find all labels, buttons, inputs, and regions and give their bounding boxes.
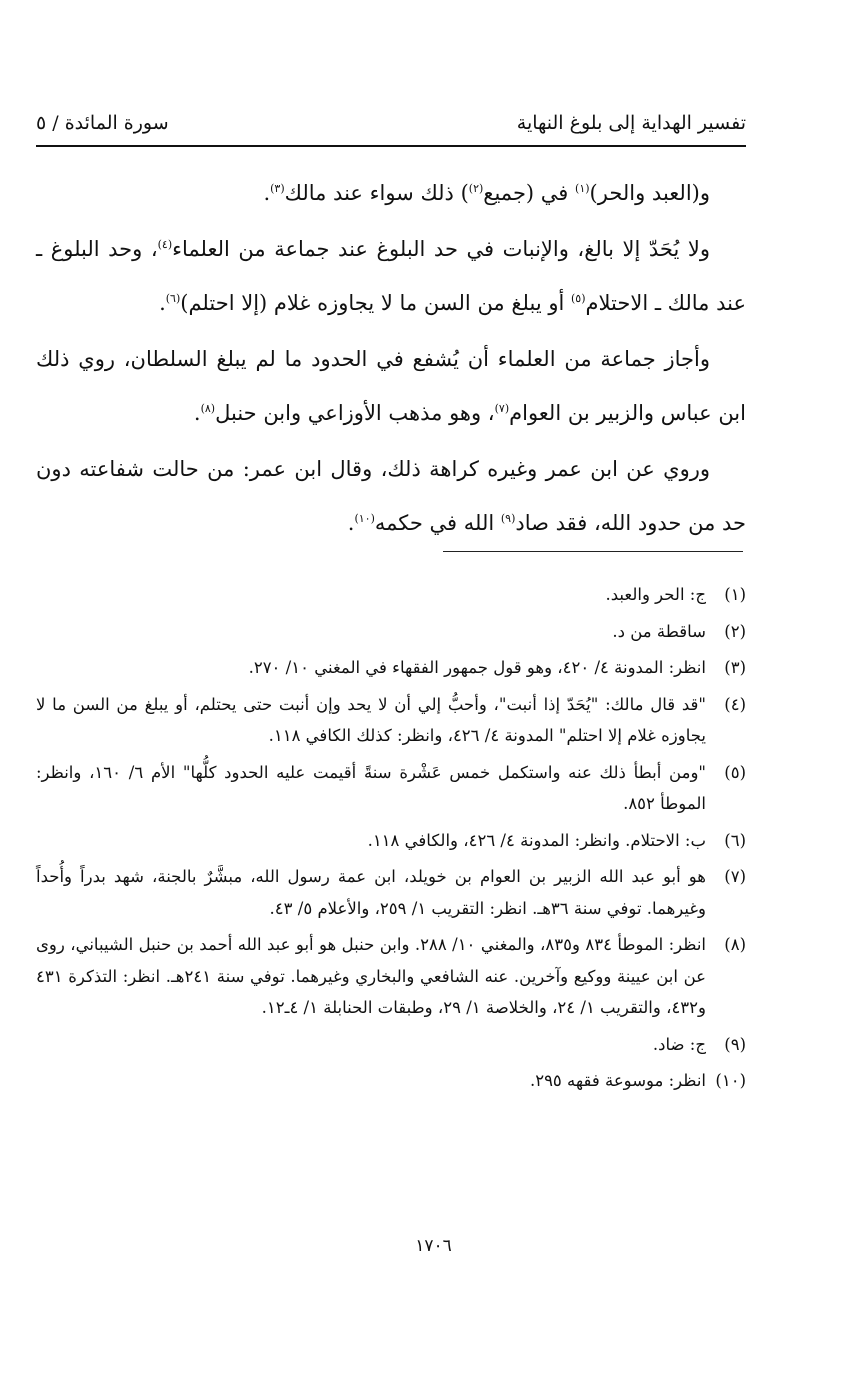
footnote-number: (٣) bbox=[724, 658, 746, 677]
footnote-ref: (٤) bbox=[157, 238, 173, 251]
header-divider bbox=[36, 145, 746, 147]
footnote-text: ب: الاحتلام. وانظر: المدونة ٤/ ٤٢٦، والكافي ١١٨. bbox=[367, 830, 706, 850]
footnote-text: ساقطة من د. bbox=[612, 621, 706, 641]
paragraph-4: وروي عن ابن عمر وغيره كراهة ذلك، وقال ابن عمر: من حالت شفاعته دون حد من حدود الله، فقد صاد$^{(٩)}$ الله في حكمه$^{(١٠)}$. bbox=[36, 457, 746, 535]
footnote-number: (٩) bbox=[724, 1034, 746, 1054]
main-text bbox=[36, 166, 746, 550]
footnote-10 bbox=[36, 1065, 746, 1097]
surah-label: سورة المائدة / ٥ bbox=[36, 112, 169, 134]
footnote-4 bbox=[36, 689, 746, 752]
footnote-number: (٤) bbox=[724, 694, 746, 714]
footnote-ref: (٨) bbox=[200, 402, 216, 415]
footnote-text: "قد قال مالك: "يُحَدّ إذا أنبت"، وأحبُّ إلي أن لا يحد وإن أنبت حتى يحتلم، أو يبلغ من السن ما لا يجاوزه غلام إلا احتلم" المدونة ٤/ ٤٢٦، وانظر: كذلك الكافي ١١٨. bbox=[36, 694, 706, 745]
footnote-text: انظر: الموطأ ٨٣٤ و٨٣٥، والمغني ١٠/ ٢٨٨. وابن حنبل هو أبو عبد الله أحمد بن حنبل الشيباني، روى عن ابن عيينة ووكيع وآخرين. عنه الشافعي والبخاري وغيرهما. توفي سنة ٢٤١هـ. انظر: التذكرة ٤٣١ و٤٣٢، والتقريب ١/ ٢٤، والخلاصة ١/ ٢٩، وطبقات الحنابلة ١/ ٤ـ١٢. bbox=[36, 935, 707, 1017]
footnote-ref: (١٠) bbox=[354, 512, 375, 525]
footnote-1 bbox=[36, 579, 746, 611]
footnote-text: انظر: موسوعة فقهه ٢٩٥. bbox=[529, 1071, 706, 1090]
footnote-9 bbox=[36, 1029, 746, 1061]
footnote-text: انظر: المدونة ٤/ ٤٢٠، وهو قول جمهور الفقهاء في المغني ١٠/ ٢٧٠. bbox=[248, 658, 706, 677]
footnote-number: (٢) bbox=[724, 621, 746, 641]
footnote-ref: (٣) bbox=[270, 182, 285, 195]
footnote-ref: (٦) bbox=[165, 292, 181, 305]
footnote-text: ج: الحر والعبد. bbox=[605, 585, 706, 604]
book-title: تفسير الهداية إلى بلوغ النهاية bbox=[516, 112, 746, 134]
paragraph-2: ولا يُحَدّ إلا بالغ، والإنبات في حد البلوغ عند جماعة من العلماء$^{(٤)}$، وحد البلوغ ـ عند مالك ـ الاحتلام$^{(٥)}$ أو يبلغ من السن ما لا يجاوزه غلام (إلا احتلم)$^{(٦)}$. bbox=[36, 237, 746, 315]
paragraph-3: وأجاز جماعة من العلماء أن يُشفع في الحدود ما لم يبلغ السلطان، روي ذلك ابن عباس والزبير بن العوام$^{(٧)}$، وهو مذهب الأوزاعي وابن حنبل$^{(٨)}$. bbox=[36, 347, 746, 425]
footnote-separator bbox=[443, 551, 743, 552]
footnote-8 bbox=[36, 929, 746, 1024]
footnote-ref: (٧) bbox=[494, 402, 510, 415]
page-number: ١٧٠٦ bbox=[415, 1236, 452, 1256]
footnote-text: هو أبو عبد الله الزبير بن العوام بن خويلد، ابن عمة رسول الله، مبشَّرٌ بالجنة، شهد بدراً وأُحداً وغيرهما. توفي سنة ٣٦هـ. انظر: التقريب ١/ ٢٥٩، والأعلام ٥/ ٤٣. bbox=[36, 867, 706, 918]
footnote-text: "ومن أبطأ ذلك عنه واستكمل خمس عَشْرة سنةً أقيمت عليه الحدود كلُّها" الأم ٦/ ١٦٠، وانظر: الموطأ ٨٥٢. bbox=[36, 762, 707, 813]
footnote-number: (١٠) bbox=[715, 1071, 746, 1090]
footnote-number: (٥) bbox=[724, 762, 746, 782]
footnote-5 bbox=[36, 757, 746, 820]
footnote-number: (٦) bbox=[724, 830, 746, 850]
footnote-text: ج: ضاد. bbox=[652, 1034, 706, 1054]
footnote-7 bbox=[36, 861, 746, 924]
footnote-2 bbox=[36, 616, 746, 648]
footnotes bbox=[36, 579, 746, 1102]
paragraph-1: و(العبد والحر)$^{(١)}$ في (جميع$^{(٢)}$) ذلك سواء عند مالك$^{(٣)}$. bbox=[263, 181, 710, 205]
footnote-number: (٧) bbox=[724, 867, 746, 886]
footnote-number: (٨) bbox=[724, 935, 746, 954]
footnote-ref: (٥) bbox=[571, 292, 586, 305]
footnote-6 bbox=[36, 825, 746, 857]
running-header bbox=[36, 100, 746, 134]
footnote-ref: (٩) bbox=[500, 512, 516, 525]
footnote-ref: (١) bbox=[575, 182, 590, 195]
footnote-ref: (٢) bbox=[468, 182, 484, 195]
footnote-3 bbox=[36, 652, 746, 684]
footnote-number: (١) bbox=[724, 585, 746, 604]
